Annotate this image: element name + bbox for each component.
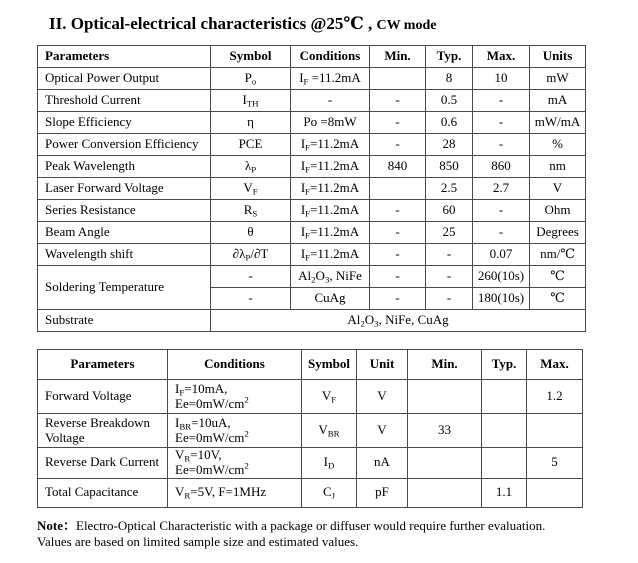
table-row [38, 222, 586, 244]
typ-cell: 1.1 [482, 478, 527, 507]
min-cell [408, 448, 482, 479]
param-cell: Optical Power Output [38, 68, 211, 90]
column-header-typ: Typ. [426, 46, 473, 68]
typ-cell: - [426, 244, 473, 266]
typ-cell: 28 [426, 134, 473, 156]
typ-cell [482, 448, 527, 479]
min-cell [408, 380, 482, 414]
column-header-typ: Typ. [482, 350, 527, 380]
table-row [38, 200, 586, 222]
table-row [38, 478, 583, 507]
typ-cell [482, 414, 527, 448]
typ-cell: 8 [426, 68, 473, 90]
min-cell: - [370, 244, 426, 266]
table-row [38, 90, 586, 112]
units-cell: ℃ [530, 288, 586, 310]
conditions-cell: $I_F=11.2mA$ [291, 200, 370, 222]
typ-cell: 0.6 [426, 112, 473, 134]
conditions-cell: $I_F=11.2mA$ [291, 244, 370, 266]
conditions-cell: CuAg [291, 288, 370, 310]
symbol-cell: η [211, 112, 291, 134]
table-row [38, 310, 586, 332]
column-header-parameters: Parameters [38, 350, 168, 380]
conditions-cell: $I_F=11.2mA$ [291, 222, 370, 244]
min-cell: - [370, 112, 426, 134]
symbol-cell: $\partial\lambda_P/\partial T$ [211, 244, 291, 266]
conditions-cell: $I_{BR}=10uA$, $Ee=0mW/cm^2$ [168, 414, 302, 448]
typ-cell: 25 [426, 222, 473, 244]
max-cell: - [473, 90, 530, 112]
units-cell: Ohm [530, 200, 586, 222]
symbol-cell: - [211, 266, 291, 288]
symbol-cell: $P_o$ [211, 68, 291, 90]
electrical-characteristics-table [37, 349, 583, 508]
symbol-cell: $I_D$ [302, 448, 357, 479]
conditions-cell: Po =8mW [291, 112, 370, 134]
max-cell: 180(10s) [473, 288, 530, 310]
min-cell: 33 [408, 414, 482, 448]
unit-cell: V [357, 414, 408, 448]
typ-cell: 850 [426, 156, 473, 178]
column-header-symbol: Symbol [211, 46, 291, 68]
param-cell: Reverse Dark Current [38, 448, 168, 479]
unit-cell: V [357, 380, 408, 414]
conditions-cell: - [291, 90, 370, 112]
max-cell: 10 [473, 68, 530, 90]
param-cell: Beam Angle [38, 222, 211, 244]
table-row [38, 134, 586, 156]
param-cell: Power Conversion Efficiency [38, 134, 211, 156]
units-cell: mW [530, 68, 586, 90]
table-row [38, 266, 586, 288]
section-title-mode: CW mode [376, 18, 437, 33]
max-cell: 5 [527, 448, 583, 479]
column-header-max: Max. [473, 46, 530, 68]
column-header-parameters: Parameters [38, 46, 211, 68]
min-cell [370, 178, 426, 200]
conditions-cell: $V_R=5V$, F=1MHz [168, 478, 302, 507]
typ-cell: 2.5 [426, 178, 473, 200]
param-cell: Slope Efficiency [38, 112, 211, 134]
table-row [38, 448, 583, 479]
param-cell: Threshold Current [38, 90, 211, 112]
column-header-max: Max. [527, 350, 583, 380]
conditions-cell: $I_F=11.2mA$ [291, 156, 370, 178]
max-cell: 1.2 [527, 380, 583, 414]
table-row [38, 156, 586, 178]
max-cell: - [473, 222, 530, 244]
symbol-cell: $R_S$ [211, 200, 291, 222]
section-title [49, 13, 638, 37]
param-cell: Laser Forward Voltage [38, 178, 211, 200]
symbol-cell: $I_{TH}$ [211, 90, 291, 112]
param-cell: Substrate [38, 310, 211, 332]
symbol-cell: $V_F$ [302, 380, 357, 414]
column-header-units: Units [530, 46, 586, 68]
conditions-cell: $I_F=10mA$, $Ee=0mW/cm^2$ [168, 380, 302, 414]
units-cell: nm/℃ [530, 244, 586, 266]
max-cell: 860 [473, 156, 530, 178]
max-cell: 260(10s) [473, 266, 530, 288]
conditions-cell: $I_F=11.2mA$ [291, 178, 370, 200]
max-cell: 0.07 [473, 244, 530, 266]
max-cell: 2.7 [473, 178, 530, 200]
param-cell: Total Capacitance [38, 478, 168, 507]
column-header-min: Min. [370, 46, 426, 68]
table-row [38, 380, 583, 414]
units-cell: % [530, 134, 586, 156]
typ-cell: - [426, 288, 473, 310]
table-row [38, 112, 586, 134]
min-cell: - [370, 288, 426, 310]
table-header-row [38, 350, 583, 380]
min-cell [370, 68, 426, 90]
max-cell: - [473, 200, 530, 222]
typ-cell: 0.5 [426, 90, 473, 112]
note [37, 518, 615, 550]
column-header-conditions: Conditions [291, 46, 370, 68]
column-header-unit: Unit [357, 350, 408, 380]
max-cell: - [473, 112, 530, 134]
min-cell: 840 [370, 156, 426, 178]
table-row [38, 244, 586, 266]
symbol-cell: - [211, 288, 291, 310]
units-cell: ℃ [530, 266, 586, 288]
param-cell: Series Resistance [38, 200, 211, 222]
max-cell [527, 414, 583, 448]
table-row [38, 178, 586, 200]
param-cell: Wavelength shift [38, 244, 211, 266]
column-header-min: Min. [408, 350, 482, 380]
units-cell: nm [530, 156, 586, 178]
param-cell: Reverse Breakdown Voltage [38, 414, 168, 448]
units-cell: Degrees [530, 222, 586, 244]
substrate-value-cell: $Al_2O_3$, NiFe, CuAg [211, 310, 586, 332]
symbol-cell: $V_F$ [211, 178, 291, 200]
table-row [38, 414, 583, 448]
conditions-cell: $V_R=10V$, $Ee=0mW/cm^2$ [168, 448, 302, 479]
max-cell [527, 478, 583, 507]
symbol-cell: $C_J$ [302, 478, 357, 507]
param-cell: Peak Wavelength [38, 156, 211, 178]
unit-cell: nA [357, 448, 408, 479]
min-cell: - [370, 222, 426, 244]
typ-cell: - [426, 266, 473, 288]
conditions-cell: $I_F =11.2mA$ [291, 68, 370, 90]
symbol-cell: θ [211, 222, 291, 244]
note-text: Electro-Optical Characteristic with a package or diffuser would require further evaluation. Values are based on limited sample size and estimated values. [37, 517, 546, 549]
symbol-cell: $\lambda_P$ [211, 156, 291, 178]
units-cell: V [530, 178, 586, 200]
optical-characteristics-table [37, 45, 586, 332]
unit-cell: pF [357, 478, 408, 507]
min-cell: - [370, 266, 426, 288]
symbol-cell: $V_{BR}$ [302, 414, 357, 448]
column-header-symbol: Symbol [302, 350, 357, 380]
table-row [38, 68, 586, 90]
units-cell: mW/mA [530, 112, 586, 134]
conditions-cell: $I_F=11.2mA$ [291, 134, 370, 156]
min-cell: - [370, 134, 426, 156]
section-title-main: II. Optical-electrical characteristics @25℃ , [49, 14, 373, 33]
param-cell: Soldering Temperature [38, 266, 211, 310]
param-cell: Forward Voltage [38, 380, 168, 414]
symbol-cell: PCE [211, 134, 291, 156]
table-header-row [38, 46, 586, 68]
note-label: Note： [37, 517, 76, 533]
column-header-conditions: Conditions [168, 350, 302, 380]
min-cell [408, 478, 482, 507]
min-cell: - [370, 200, 426, 222]
units-cell: mA [530, 90, 586, 112]
typ-cell [482, 380, 527, 414]
typ-cell: 60 [426, 200, 473, 222]
conditions-cell: $Al_2O_3$, NiFe [291, 266, 370, 288]
min-cell: - [370, 90, 426, 112]
max-cell: - [473, 134, 530, 156]
